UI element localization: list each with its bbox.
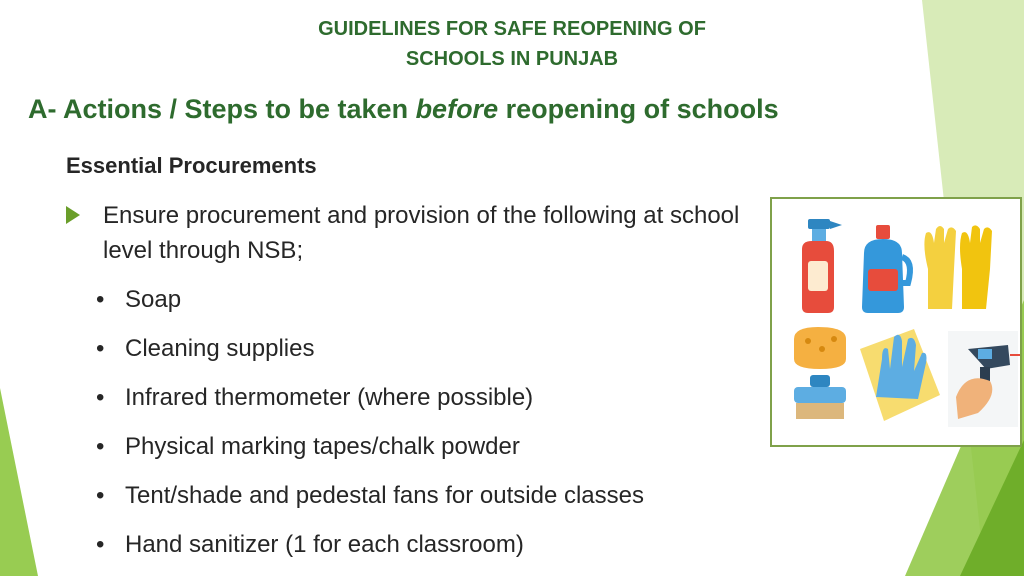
- slide-subtitle: [28, 90, 779, 128]
- list-item: [96, 429, 644, 478]
- scrub-brush-icon: [794, 375, 846, 419]
- subtitle-suffix: reopening of schools: [498, 94, 779, 124]
- gloves-icon: [924, 225, 992, 309]
- title-line-2: SCHOOLS IN PUNJAB: [405, 48, 619, 70]
- bullet-dot-icon: •: [96, 433, 105, 460]
- subtitle-prefix: A- Actions / Steps to be taken: [28, 94, 416, 124]
- cleaning-supplies-illustration: [770, 197, 1022, 447]
- subtitle-emphasis: before: [415, 94, 499, 124]
- slide-title: [262, 14, 762, 74]
- list-item-text: Soap: [125, 286, 182, 313]
- spray-bottle-icon: [802, 219, 842, 313]
- list-item: [96, 282, 644, 331]
- list-item-text: Infrared thermometer (where possible): [125, 384, 534, 411]
- list-item-text: Tent/shade and pedestal fans for outside classes: [125, 482, 644, 509]
- list-item: [96, 478, 644, 527]
- list-item-text: Physical marking tapes/chalk powder: [125, 433, 520, 460]
- sponge-icon: [794, 327, 846, 369]
- list-item: [96, 331, 644, 380]
- bullet-dot-icon: •: [96, 335, 105, 362]
- title-line-1: GUIDELINES FOR SAFE REOPENING OF: [318, 18, 706, 40]
- bullet-dot-icon: •: [96, 482, 105, 509]
- bullet-dot-icon: •: [96, 384, 105, 411]
- cleaning-cloth-glove-icon: [860, 329, 940, 421]
- procurement-list: [96, 282, 644, 576]
- lead-bullet: [66, 198, 766, 268]
- bullet-dot-icon: •: [96, 286, 105, 313]
- list-item: [96, 380, 644, 429]
- bullet-dot-icon: •: [96, 531, 105, 558]
- list-item-text: Hand sanitizer (1 for each classroom): [125, 531, 524, 558]
- detergent-bottle-icon: [862, 225, 910, 313]
- infrared-thermometer-icon: [948, 331, 1020, 427]
- arrow-bullet-icon: [66, 206, 80, 224]
- list-item: [96, 527, 644, 576]
- list-item-text: Cleaning supplies: [125, 335, 315, 362]
- section-heading: Essential Procurements: [66, 153, 317, 178]
- lead-bullet-text: Ensure procurement and provision of the following at school level through NSB;: [103, 202, 740, 264]
